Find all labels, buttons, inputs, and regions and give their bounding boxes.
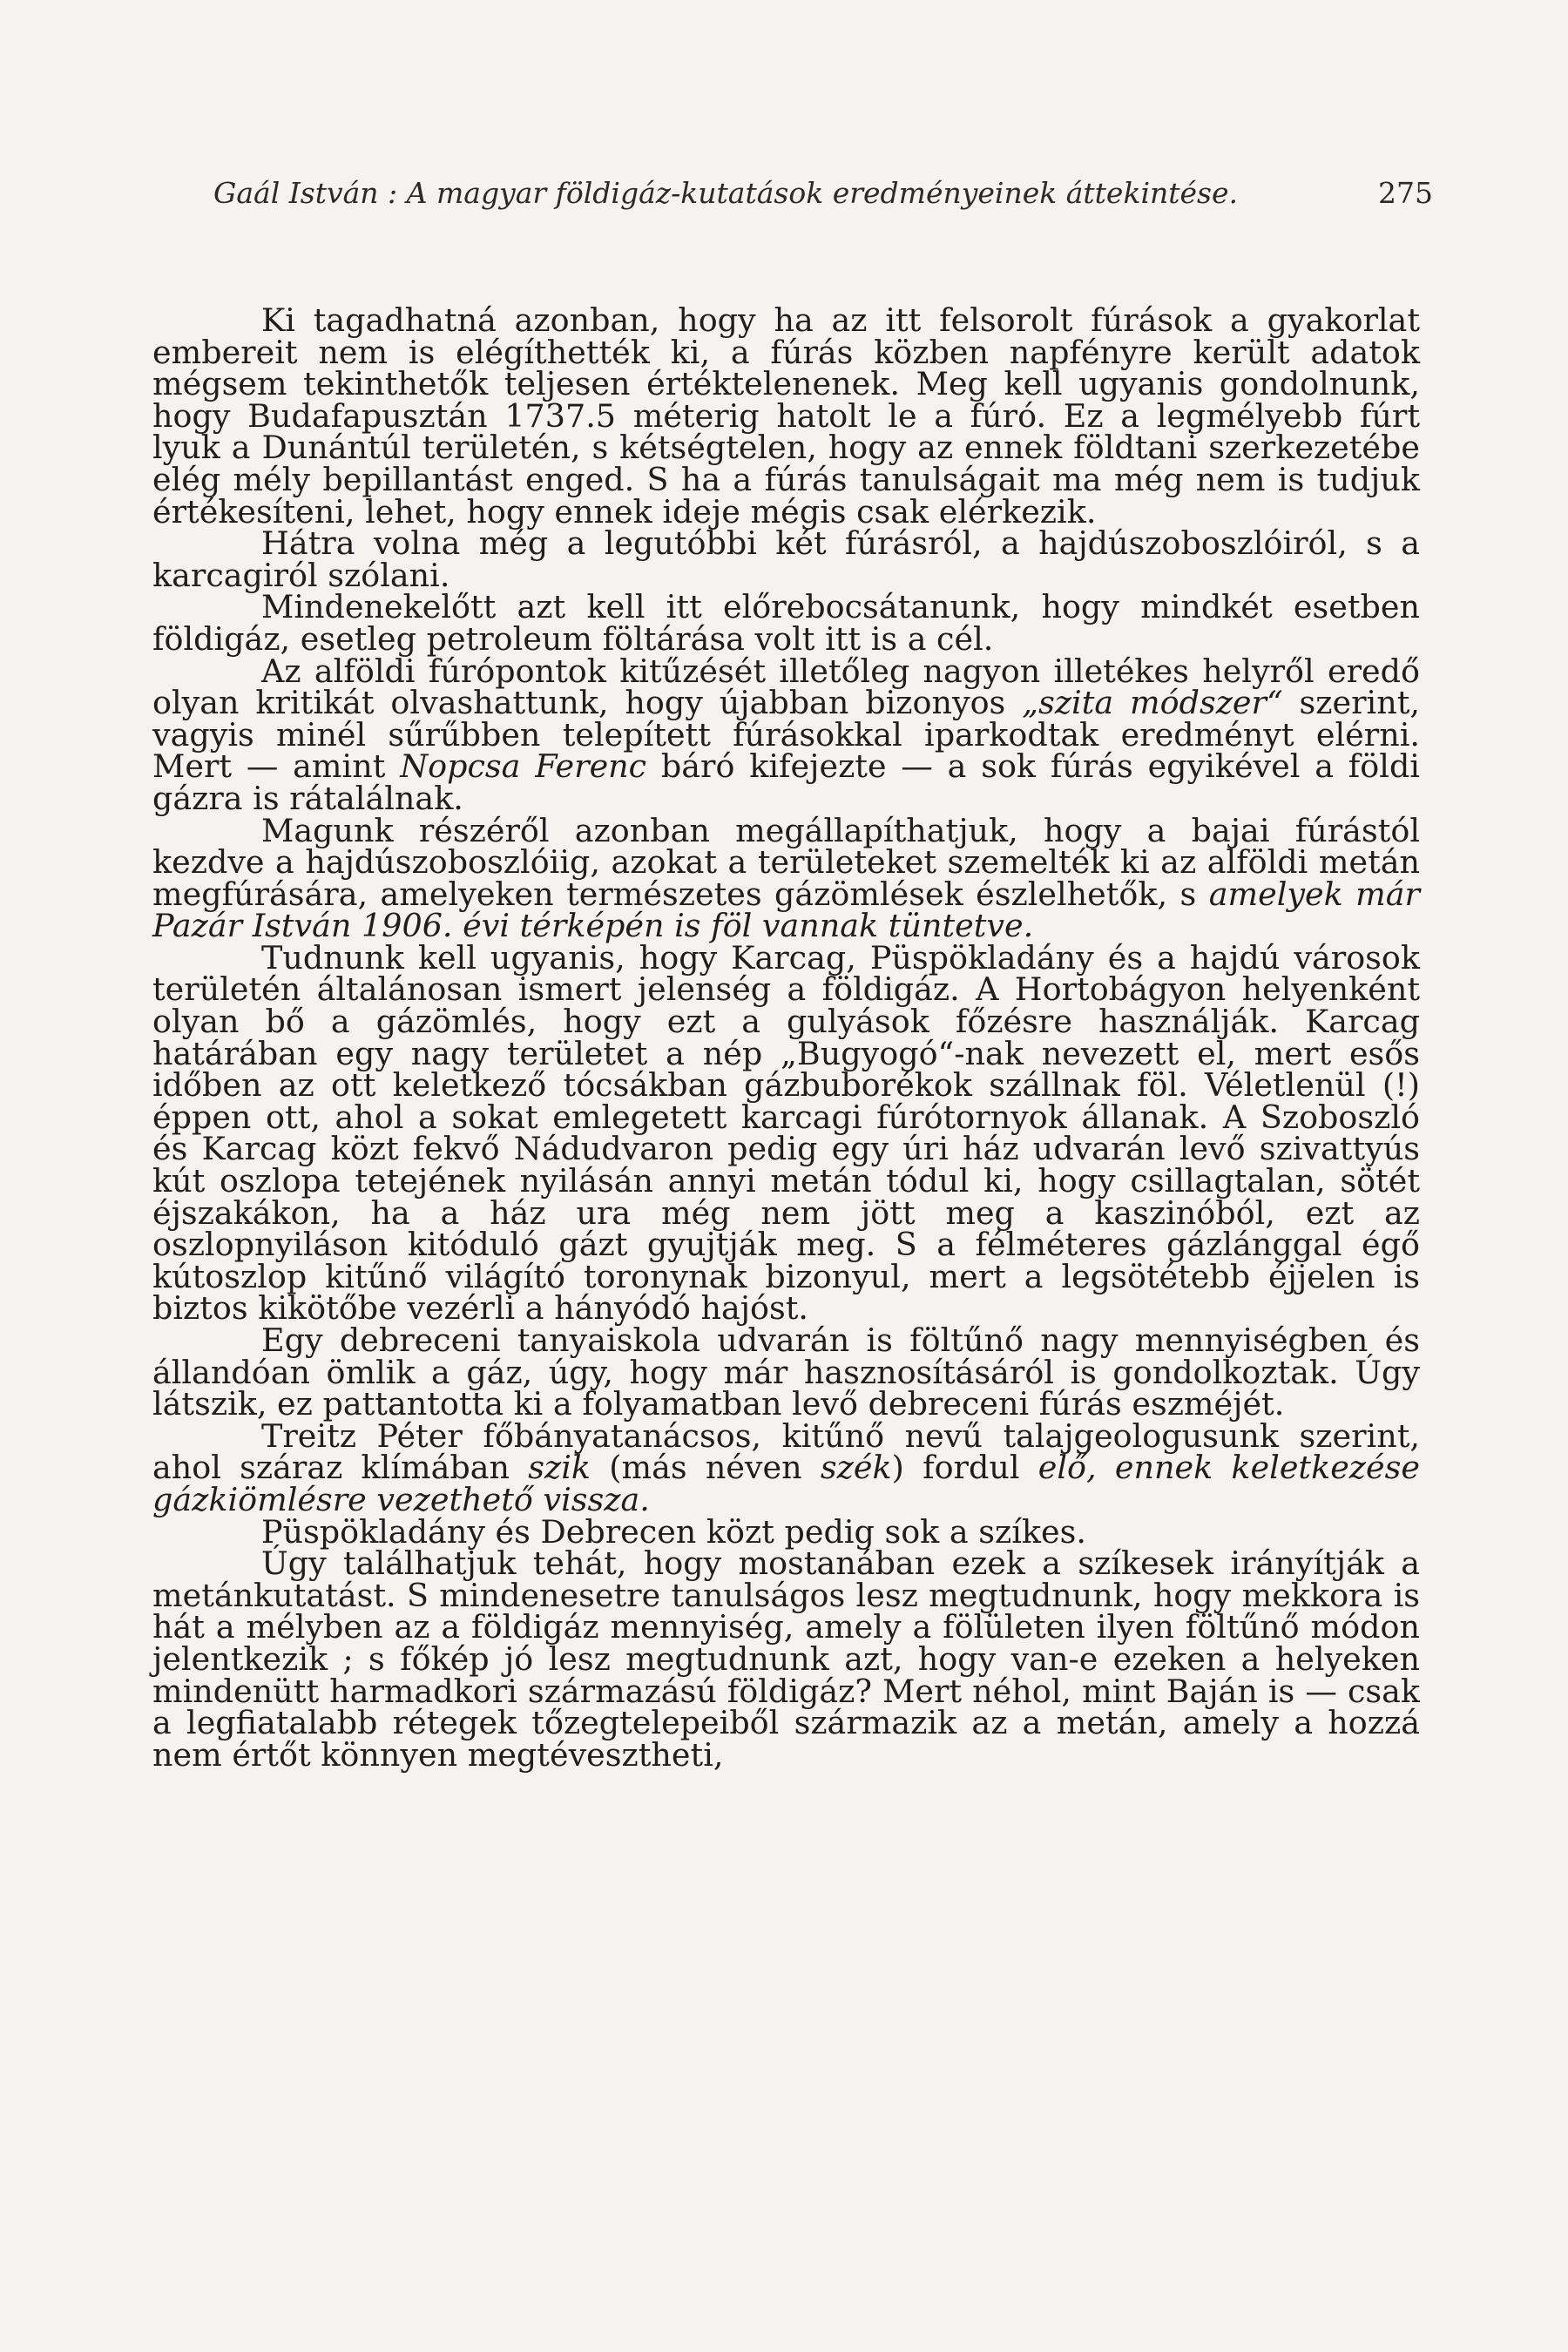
running-header	[213, 176, 1433, 210]
text-run: Hátra volna még a legutóbbi két fúrásról, a hajdúszoboszlóiról, s a karcagiról szólani.	[152, 524, 1420, 594]
paragraph	[152, 652, 1420, 817]
paragraph	[152, 811, 1420, 945]
text-run: báró kifejezte — a sok fúrás egyikével a földi gázra is rátalálnak.	[152, 747, 1420, 817]
text-run: szerint, vagyis minél sűrűbben telepített fúrásokkal iparkodtak eredményt elérni. Mert — amint	[152, 684, 1420, 786]
text-run: Magunk részéről azonban megállapíthatjuk, hogy a bajai fúrástól kezdve a hajdúszoboszlóiig, azokat a területeket szemelték ki az alföldi metán megfúrására, amelyeken természetes gázömlések észlelhetők, s	[152, 811, 1420, 913]
text-run: Mindenekelőtt azt kell itt előrebocsátanunk, hogy mindkét esetben földigáz, esetleg petroleum föltárása volt itt is a cél.	[152, 588, 1420, 658]
paragraph	[152, 1416, 1420, 1518]
paragraph	[152, 301, 1420, 531]
italic-run: amelyek már Pazár István 1906. évi térképén is föl vannak tüntetve.	[152, 875, 1420, 945]
paragraph	[152, 524, 1420, 594]
running-title: Gaál István : A magyar földigáz-kutatások eredményeinek áttekintése.	[213, 176, 1239, 210]
page-number: 275	[1378, 176, 1433, 210]
text-run: Egy debreceni tanyaiskola udvarán is föltűnő nagy mennyiségben és állandóan ömlik a gáz, úgy, hogy már hasznosításáról is gondolkoztak. Úgy látszik, ez pattantotta ki a folyamatban levő debreceni fúrás eszméjét.	[152, 1321, 1420, 1423]
text-run: Az alföldi fúrópontok kitűzését illetőleg nagyon illetékes helyről eredő olyan kritikát olvashattunk, hogy újabban bizonyos	[152, 652, 1420, 722]
paragraph	[152, 938, 1420, 1328]
italic-run: „szita módszer“	[1022, 684, 1283, 722]
italic-run: szék	[820, 1449, 892, 1487]
text-run: ) fordul	[891, 1449, 1038, 1487]
text-run: Treitz Péter főbányatanácsos, kitűnő nevű talajgeologusunk szerint, ahol száraz klímában	[152, 1416, 1420, 1487]
body-text	[152, 301, 1420, 1774]
text-run: (más néven	[591, 1449, 821, 1487]
italic-run: Nopcsa Ferenc	[400, 747, 647, 786]
paragraph	[152, 1544, 1420, 1774]
paragraph	[152, 1512, 1420, 1551]
italic-run: szik	[528, 1449, 591, 1487]
text-run: Ki tagadhatná azonban, hogy ha az itt felsorolt fúrások a gyakorlat embereit nem is elégíthették ki, a fúrás közben napfényre került adatok mégsem tekinthetők teljesen értéktelenenek. Meg kell ugyanis gondolnunk, hogy Budafapusztán 1737.5 méterig hatolt le a fúró. Ez a legmélyebb fúrt lyuk a Dunántúl területén, s kétségtelen, hogy az ennek földtani szerkezetébe elég mély bepillantást enged. S ha a fúrás tanulságait ma még nem is tudjuk értékesíteni, lehet, hogy ennek ideje mégis csak elérkezik.	[152, 301, 1420, 531]
paragraph	[152, 588, 1420, 658]
text-run: Tudnunk kell ugyanis, hogy Karcag, Püspökladány és a hajdú városok területén általánosan ismert jelenség a földigáz. A Hortobágyon helyenként olyan bő a gázömlés, hogy ezt a gulyások főzésre használják. Karcag határában egy nagy területet a nép „Bugyogó“-nak nevezett el, mert esős időben az ott keletkező tócsákban gázbuborékok szállnak föl. Véletlenül (!) éppen ott, ahol a sokat emlegetett karcagi fúrótornyok állanak. A Szoboszló és Karcag közt fekvő Nádudvaron pedig egy úri ház udvarán levő szivattyús kút oszlopa tetejének nyilásán annyi metán tódul ki, hogy csillagtalan, sötét éjszakákon, ha a ház ura még nem jött meg a kaszinóból, ezt az oszlopnyiláson kitóduló gázt gyujtják meg. S a félméteres gázlánggal égő kútoszlop kitűnő világító toronynak bizonyul, mert a legsötétebb éjjelen is biztos kikötőbe vezérli a hányódó hajóst.	[152, 938, 1420, 1328]
text-run: Úgy találhatjuk tehát, hogy mostanában ezek a szíkesek irányítják a metánkutatást. S mindenesetre tanulságos lesz megtudnunk, hogy mekkora is hát a mélyben az a földigáz mennyiség, amely a fölületen ilyen föltűnő módon jelentkezik ; s főkép jó lesz megtudnunk azt, hogy van-e ezeken a helyeken mindenütt harmadkori származású földigáz? Mert néhol, mint Baján is — csak a legfiatalabb rétegek tőzegtelepeiből származik az a metán, amely a hozzá nem értőt könnyen megtévesztheti,	[152, 1544, 1420, 1774]
paragraph	[152, 1321, 1420, 1423]
text-run: Püspökladány és Debrecen közt pedig sok a szíkes.	[261, 1512, 1086, 1551]
italic-run: elő, ennek keletkezése gázkiömlésre vezethető vissza.	[152, 1449, 1420, 1518]
